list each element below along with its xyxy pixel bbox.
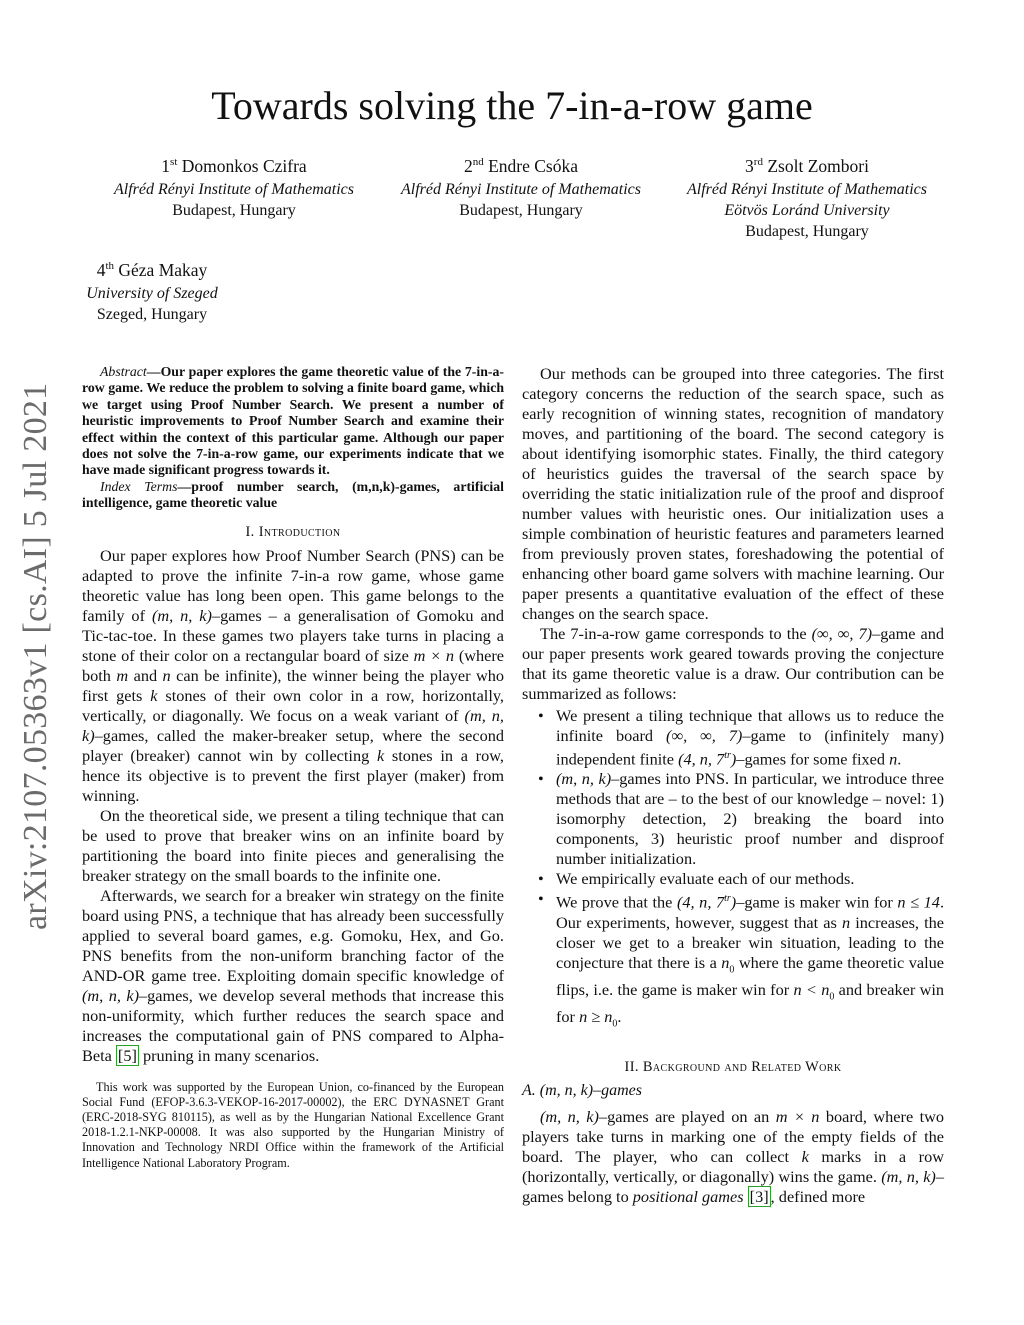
author-location: Szeged, Hungary <box>96 306 208 323</box>
mnk-games-paragraph: (m, n, k)–games are played on an m × n board, where two players take turns in marking one of the empty fields of the board. The player, who can collect k marks in a row (horizontally, vertically, or diagonally) wins the game. (m, n, k)–games belong to positional games [3] , defined more <box>522 1106 945 1206</box>
author-institution: University of Szeged <box>86 285 218 302</box>
intro-paragraph-2: On the theoretical side, we present a tiling technique that can be used to prove that breaker wins on an infinite board by partitioning the board into finite pieces and generalising the breaker strategy on the small boards to the infinite one. <box>82 805 504 885</box>
section-heading-background: II. Background and Related Work <box>624 1058 842 1075</box>
bullet-icon: • <box>538 706 544 725</box>
author-name: 2nd Endre Csóka <box>463 156 579 176</box>
author-block-2 <box>371 153 671 221</box>
author-location: Budapest, Hungary <box>172 202 296 219</box>
author-institution: Alfréd Rényi Institute of Mathematics <box>114 181 354 198</box>
citation-link-5[interactable]: [5] <box>117 1045 137 1065</box>
author-block-4 <box>52 257 252 325</box>
bullet-icon: • <box>538 889 544 909</box>
intro-paragraph-3: Afterwards, we search for a breaker win strategy on the finite board using PNS, a technique that has already been successfully applied to several board games, e.g. Gomoku, Hex, and Go. PNS benefits from the non-uniform branching factor of the AND-OR game tree. Exploiting domain specific knowledge of (m, n, k)–games, we develop several methods that increase this non-uniformity, which further reduces the search space and increases the computational gain of PNS compared to Alpha-Beta [5] pruning in many scenarios. <box>82 885 505 1065</box>
author-location: Budapest, Hungary <box>745 223 869 240</box>
abstract: Abstract—Our paper explores the game theoretic value of the 7-in-a-row game. We reduce the problem to solving a finite board game, which we target using Proof Number Search. We present a number of heuristic improvements to Proof Number Search and examine their effect within the context of this particular game. Although our paper does not solve the 7-in-a-row game, our experiments indicate that we have made significant progress towards it. <box>82 364 504 478</box>
paper-title: Towards solving the 7-in-a-row game <box>211 83 813 128</box>
list-item: • We empirically evaluate each of our methods. <box>538 869 855 889</box>
left-column <box>82 364 504 1171</box>
author-institution: Alfréd Rényi Institute of Mathematics <box>687 181 927 198</box>
contribution-intro-paragraph: The 7-in-a-row game corresponds to the (∞, ∞, 7)–game and our paper presents work geared towards proving the conjecture that its game theoretic value is a draw. Our contribution can be summarized as follows: <box>522 624 945 703</box>
author-block-3 <box>657 153 957 242</box>
funding-footnote: This work was supported by the European Union, co-financed by the European Social Fund (EFOP-3.6.3-VEKOP-16-2017-00002), the ERC DYNASNET Grant (ERC-2018-SYG 810115), as well as by the Hungarian National Excellence Grant 2018-1.2.1-NKP-00008. It was also supported by the Hungarian Ministry of Innovation and Technology NRDI Office within the framework of the Artificial Intelligence National Laboratory Program. <box>82 1079 504 1170</box>
index-terms: Index Terms—proof number search, (m,n,k)-games, artificial intelligence, game theoretic value <box>82 478 504 511</box>
author-name: 4th Géza Makay <box>96 260 208 280</box>
author-location: Budapest, Hungary <box>459 202 583 219</box>
author-name: 1st Domonkos Czifra <box>161 156 307 176</box>
intro-paragraph-1: Our paper explores how Proof Number Search (PNS) can be adapted to prove the infinite 7-in-a row game, whose game theoretic value has long been open. This game belongs to the family of (m, n, k)–games – a generalisation of Gomoku and Tic-tac-toe. In these games two players take turns in placing a stone of their color on a rectangular board of size m × n (where both m and n can be infinite), the winner being the player who first gets k stones of their own color in a row, horizontally, vertically, or diagonally. We focus on a weak variant of (m, n, k)–games, called the maker-breaker setup, where the second player (breaker) cannot win by collecting k stones in a row, hence its objective is to prevent the first player (maker) from winning. <box>82 545 505 805</box>
bullet-icon: • <box>538 769 544 789</box>
subsection-heading-mnk-games: A. (m, n, k)–games <box>522 1081 642 1099</box>
citation-link-3[interactable]: [3] <box>749 1186 769 1206</box>
section-heading-introduction: I. Introduction <box>245 523 341 540</box>
contribution-list <box>522 706 944 1035</box>
author-name: 3rd Zsolt Zombori <box>745 156 869 176</box>
arxiv-identifier-stamp[interactable]: arXiv:2107.05363v1 [cs.AI] 5 Jul 2021 <box>17 382 54 930</box>
methods-paragraph: Our methods can be grouped into three categories. The first category concerns the reduction of the search space, such as early recognition of winning states, recognition of mandatory moves, and partitioning of the board. The second category is about identifying isomorphic states. Finally, the third category of heuristics guides the traversal of the search space by overriding the static initialization rule of the proof and disproof number values with heuristic ones. Our initialization uses a simple combination of heuristic features and parameters learned from previously proven states, foreshadowing the potential of enhancing other board game solvers with machine learning. Our paper presents a quantitative evaluation of the effect of these changes on the search space. <box>522 364 944 623</box>
author-institution: Alfréd Rényi Institute of Mathematics <box>401 181 641 198</box>
author-institution-secondary: Eötvös Loránd University <box>724 202 890 219</box>
author-block-1 <box>84 153 384 221</box>
list-item: • We present a tiling technique that allows us to reduce the infinite board (∞, ∞, 7)–game to (infinitely many) independent finite (4, n, $7^{tr}$)–games for some fixed n. <box>538 706 945 769</box>
right-column <box>522 364 944 1207</box>
list-item: • We prove that the (4, n, $7^{tr}$)–game is maker win for n ≤ 14. Our experiments, however, suggest that as n increases, the closer we get to a breaker win situation, leading to the conjecture that there is a $n_0$ where the game theoretic value flips, i.e. the game is maker win for $n < n_0$ and breaker win for $n \ge n_0$. <box>538 889 945 1030</box>
list-item: • (m, n, k)–games into PNS. In particular, we introduce three methods that are – to the best of our knowledge – novel: 1) isomorphy detection, 2) breaking the board into components, 3) heuristic proof number and disproof number initialization. <box>538 769 945 869</box>
bullet-icon: • <box>538 869 544 889</box>
